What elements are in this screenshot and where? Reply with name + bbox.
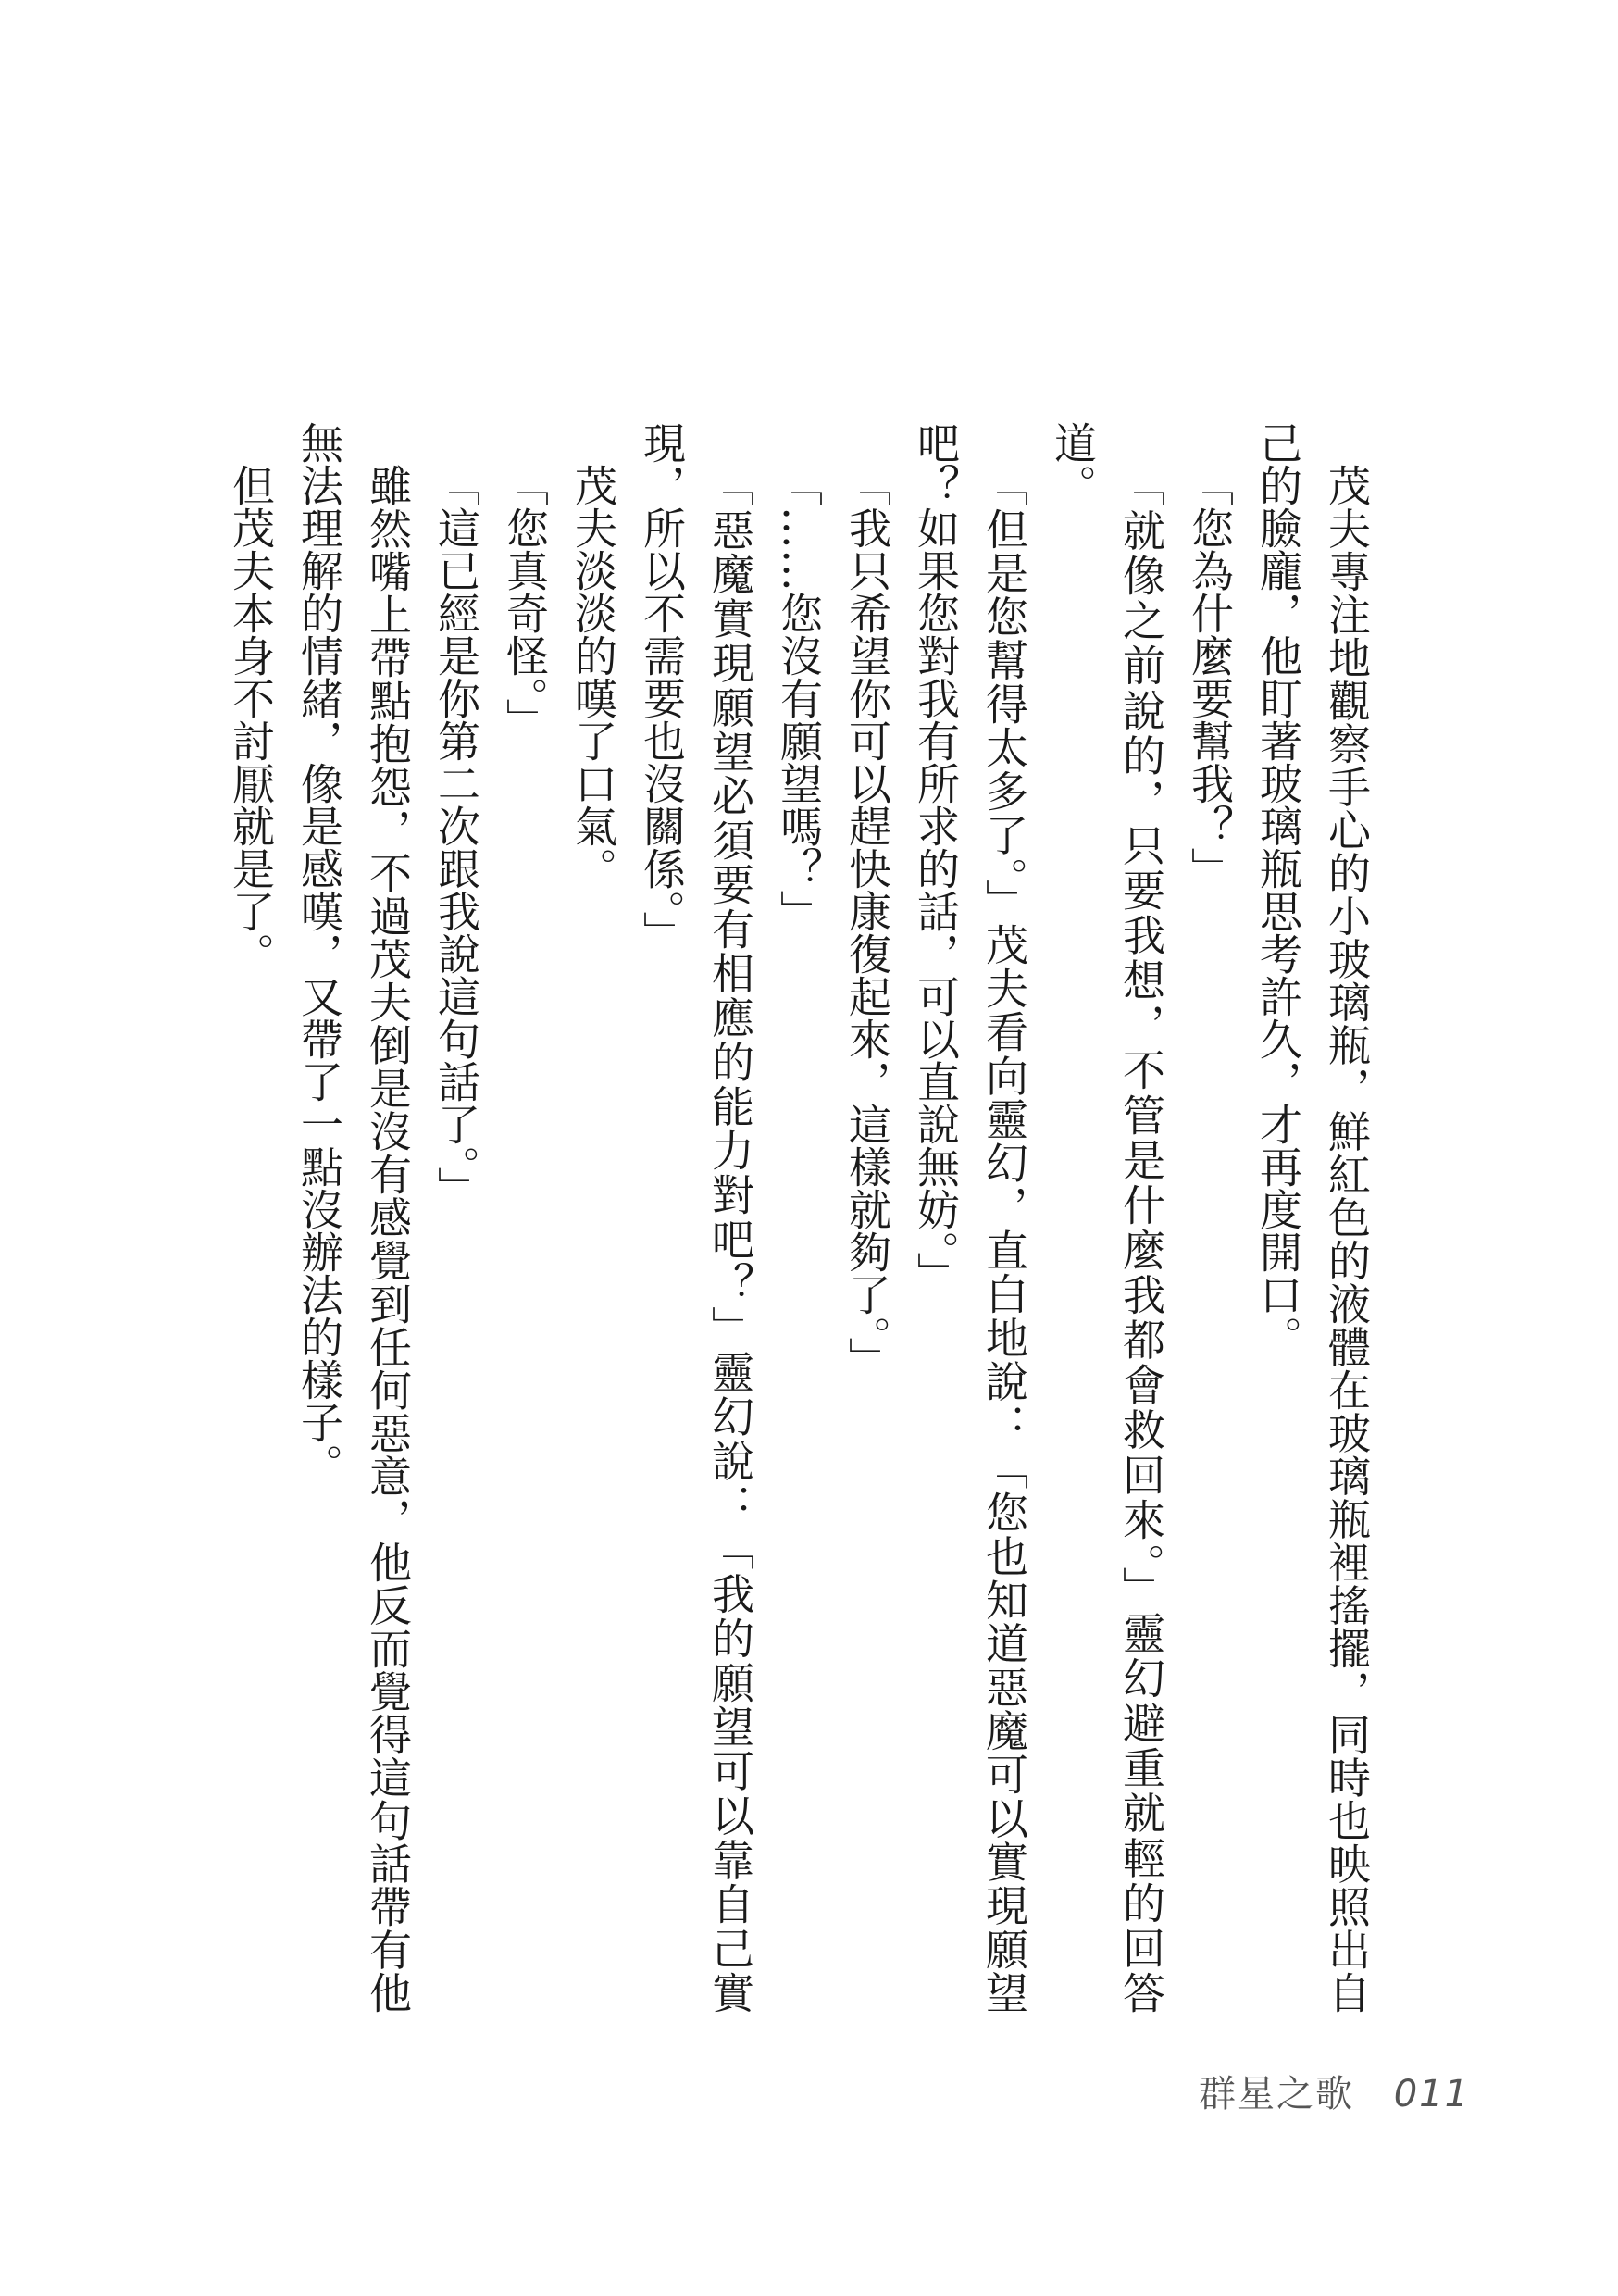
paragraph: 「但是您幫得太多了。」茂夫看向靈幻，直白地說：「您也知道惡魔可以實現願望吧？如果您對我有所求的話，可以直說無妨。」 [911, 421, 1029, 2014]
paragraph: 雖然嘴上帶點抱怨，不過茂夫倒是沒有感覺到任何惡意，他反而覺得這句話帶有他無法理解的情緒，像是感嘆，又帶了一點沒辦法的樣子。 [294, 421, 413, 2014]
paragraph: 「……您沒有願望嗎？」 [774, 464, 824, 932]
paragraph: 茂夫專注地觀察手心的小玻璃瓶，鮮紅色的液體在玻璃瓶裡搖擺，同時也映照出自己的臉龐，他盯著玻璃瓶思考許久，才再度開口。 [1253, 421, 1372, 2014]
body-text [226, 421, 1381, 2014]
page-number: 011 [1393, 2073, 1471, 2115]
page-footer [1199, 2072, 1470, 2116]
paragraph: 但茂夫本身不討厭就是了。 [226, 464, 276, 975]
paragraph: 「您真奇怪。」 [500, 464, 550, 741]
paragraph: 「惡魔實現願望必須要有相應的能力對吧？」靈幻說：「我的願望可以靠自己實現，所以不需要也沒關係。」 [637, 421, 755, 2014]
paragraph: 「就像之前說的，只要我想，不管是什麼我都會救回來。」靈幻避重就輕的回答道。 [1048, 421, 1166, 2014]
paragraph: 「您為什麼要幫我？」 [1185, 464, 1235, 890]
paragraph: 「我只希望你可以趕快康復起來，這樣就夠了。」 [842, 464, 892, 1379]
book-title: 群星之歌 [1199, 2073, 1354, 2115]
paragraph: 「這已經是你第二次跟我說這句話了。」 [431, 464, 481, 1209]
paragraph: 茂夫淡淡的嘆了口氣。 [568, 464, 618, 890]
